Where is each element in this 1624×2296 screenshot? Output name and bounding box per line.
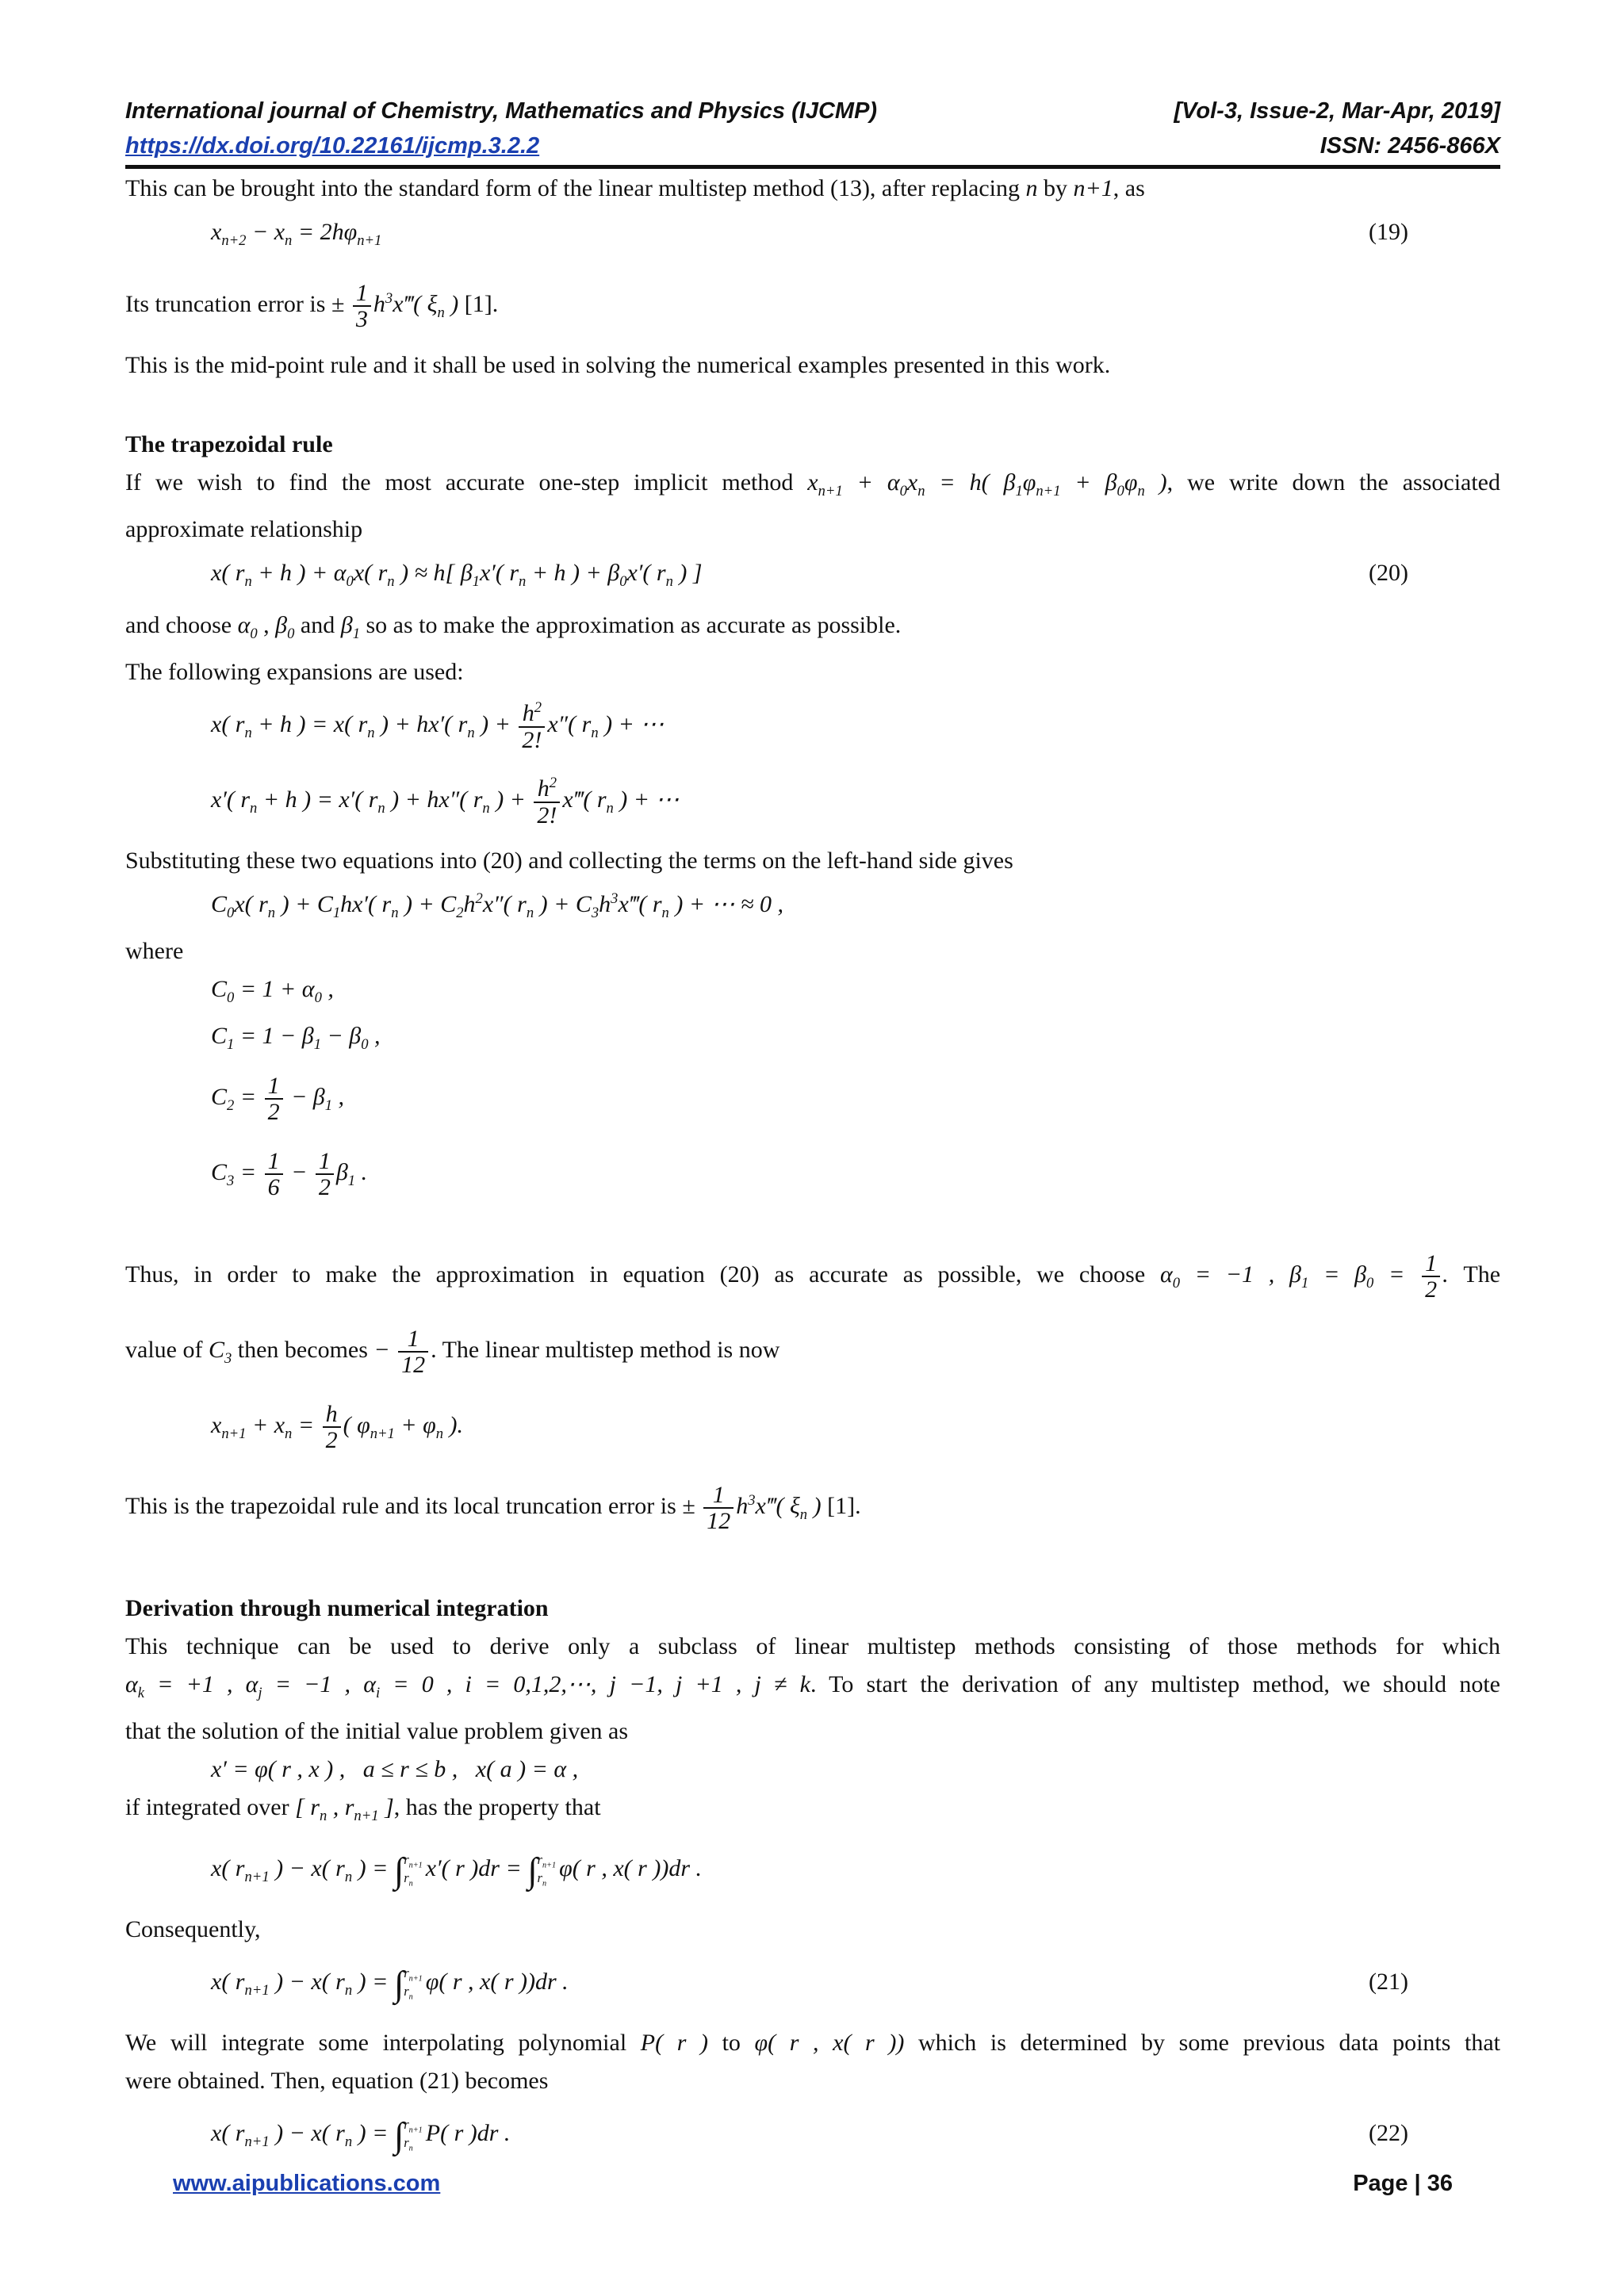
ivp: x′ = φ( r , x ) , a ≤ r ≤ b , x( a ) = α , bbox=[211, 1756, 579, 1782]
coef-c2: $C_2$ = $\frac{1}{2}$ − $\beta_1$ , bbox=[211, 1072, 345, 1126]
paragraph: Its truncation error is ± $\frac{1}{3}$ $h^3x‴$( $\xi_n$ ) [1]. bbox=[125, 279, 499, 333]
equation-20: x( $r_n + h$ ) + $\alpha_0x$( $r_n$ ) ≈ h[ $\beta_1x'$( $r_n + h$ ) + $\beta_0x'$( $r_n$ ) ] (20) bbox=[125, 549, 1500, 607]
collected-terms: $C_0x$( $r_n$ ) + $C_1hx'$( $r_n$ ) + $C_2h^2x''$( $r_n$ ) + $C_3h^3x‴$( $r_n$ ) + ⋯ ≈ 0 , bbox=[211, 890, 784, 921]
expansion-1: x( $r_n + h$ ) = x( $r_n$ ) + hx′( $r_n$ ) + $\frac{h^2}{2!}$ x″( $r_n$ ) + ⋯ bbox=[211, 699, 665, 753]
equation-22: x( $r_{n+1}$ ) − x( $r_n$ ) = ∫ $r_{n+1}$ $r_n$ P( r )dr . (22) bbox=[125, 2100, 1500, 2175]
section-heading: Derivation through numerical integration bbox=[125, 1595, 549, 1621]
paragraph: that the solution of the initial value problem given as bbox=[125, 1718, 629, 1744]
coef-c3: $C_3$ = $\frac{1}{6}$ − $\frac{1}{2}$ $\beta_1$ . bbox=[211, 1147, 368, 1201]
coef-c0: $C_0 = 1 + \alpha_0$ , bbox=[211, 976, 334, 1006]
publisher-link[interactable]: www.aipublications.com bbox=[173, 2171, 441, 2196]
paragraph: approximate relationship bbox=[125, 516, 363, 542]
journal-title: International journal of Chemistry, Mathematics and Physics (IJCMP) bbox=[125, 98, 878, 124]
trapezoidal-method: $x_{n+1} + x_n$ = $\frac{h}{2}$ ( $\varphi_{n+1} + \varphi_n$ ). bbox=[211, 1400, 463, 1454]
equation-number: (21) bbox=[1369, 1969, 1408, 1995]
coef-c1: $C_1 = 1 - \beta_1 - \beta_0$ , bbox=[211, 1023, 381, 1053]
paragraph: This can be brought into the standard form of the linear multistep method (13), after replacing n by n+1, as bbox=[125, 175, 1145, 201]
paragraph: The following expansions are used: bbox=[125, 659, 464, 685]
paragraph: This is the trapezoidal rule and its local truncation error is ± $\frac{1}{12}$ $h^3x‴$( $\xi_n$ ) [1]. bbox=[125, 1481, 861, 1535]
paragraph: Consequently, bbox=[125, 1916, 261, 1942]
paragraph: and choose $\alpha_0$ , $\beta_0$ and $\beta_1$ so as to make the approximation as accurate as possible. bbox=[125, 612, 902, 642]
paragraph: This is the mid-point rule and it shall be used in solving the numerical examples presented in this work. bbox=[125, 352, 1111, 378]
issn: ISSN: 2456-866X bbox=[1320, 133, 1500, 159]
paragraph: $\alpha_k = +1$ , $\alpha_j = -1$ , $\alpha_i = 0$ , i = 0,1,2,⋯, j −1, j +1 , j ≠ k. To start the derivation of any multistep method, we should note bbox=[125, 1671, 1500, 1701]
page-number: Page | 36 bbox=[1353, 2171, 1453, 2196]
paragraph: This technique can be used to derive only a subclass of linear multistep methods consisting of those methods for which bbox=[125, 1633, 1500, 1659]
paragraph: if integrated over [ $r_n$ , $r_{n+1}$ ], has the property that bbox=[125, 1794, 601, 1824]
equation-19: $x_{n+2} - x_n = 2h\varphi_{n+1}$ (19) bbox=[125, 208, 1500, 266]
header-rule bbox=[125, 165, 1500, 169]
equation-21: x( $r_{n+1}$ ) − x( $r_n$ ) = ∫ $r_{n+1}$ $r_n$ φ( r , x( r ))dr . (21) bbox=[125, 1949, 1500, 2024]
paragraph: Substituting these two equations into (20) and collecting the terms on the left-hand side gives bbox=[125, 848, 1013, 874]
paragraph: Thus, in order to make the approximation in equation (20) as accurate as possible, we choose $\alpha_0 = -1$ , $\beta_1 = \beta_0$ = $\frac{1}{2}$ . The bbox=[125, 1249, 1501, 1303]
expansion-2: x′( $r_n + h$ ) = x′( $r_n$ ) + hx″( $r_n$ ) + $\frac{h^2}{2!}$ x‴( $r_n$ ) + ⋯ bbox=[211, 775, 680, 828]
paragraph: where bbox=[125, 938, 184, 964]
volume-info: [Vol-3, Issue-2, Mar-Apr, 2019] bbox=[1174, 98, 1500, 124]
integral-property: x( $r_{n+1}$ ) − x( $r_n$ ) = ∫ $r_{n+1}$ $r_n$ x′( r )dr = ∫ $r_{n+1}$ $r_n$ φ( r , x( r ))dr . bbox=[211, 1850, 702, 1891]
equation-number: (20) bbox=[1369, 560, 1408, 586]
equation-number: (19) bbox=[1369, 219, 1408, 245]
article-body bbox=[125, 170, 1500, 2175]
paragraph: If we wish to find the most accurate one-step implicit method $x_{n+1} + \alpha_0x_n = h$( $\beta_1\varphi_{n+1} + \beta_0\varphi_n$ ), we write down the associated bbox=[125, 469, 1500, 499]
paragraph: We will integrate some interpolating polynomial P( r ) to φ( r , x( r )) which is determined by some previous data points that bbox=[125, 2030, 1501, 2056]
paragraph: value of $C_3$ then becomes − $\frac{1}{12}$ . The linear multistep method is now bbox=[125, 1325, 780, 1379]
section-heading: The trapezoidal rule bbox=[125, 431, 333, 457]
doi-link[interactable]: https://dx.doi.org/10.22161/ijcmp.3.2.2 bbox=[125, 133, 540, 159]
equation-number: (22) bbox=[1369, 2120, 1408, 2146]
paragraph: were obtained. Then, equation (21) becomes bbox=[125, 2068, 549, 2094]
